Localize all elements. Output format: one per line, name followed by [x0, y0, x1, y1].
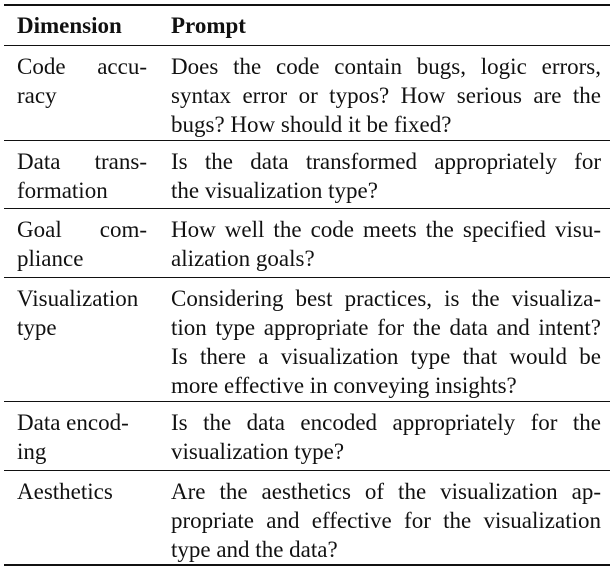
prompt-line: alization goals? — [171, 246, 315, 271]
dimension-line: Aesthetics — [17, 479, 113, 504]
prompt-line: Is the data transformed appropriately for — [171, 149, 601, 174]
header-row — [4, 6, 610, 45]
dimension-line: ing — [17, 439, 47, 464]
prompt-line: visualization type? — [171, 439, 345, 464]
dimension-line: Goal com- — [17, 217, 147, 242]
dimension-line: Visualization — [17, 286, 139, 311]
prompt-line: syntax error or typos? How serious are the — [171, 83, 601, 108]
prompt-cell — [171, 215, 601, 273]
prompt-line: bugs? How should it be fixed? — [171, 112, 452, 137]
dimension-cell — [17, 215, 147, 273]
prompt-line: Is there a visualization type that would be — [171, 344, 601, 369]
bottom-rule — [4, 564, 610, 566]
dimension-cell — [17, 147, 147, 205]
dimension-line: pliance — [17, 246, 84, 271]
table-row-data-encoding — [4, 402, 610, 470]
table-row-visualization-type — [4, 278, 610, 401]
prompt-line: more effective in conveying insights? — [171, 373, 517, 398]
prompt-line: type and the data? — [171, 537, 338, 562]
prompt-line: Are the aesthetics of the visualization ap- — [171, 479, 601, 504]
dimension-cell — [17, 284, 147, 342]
dimension-cell — [17, 408, 147, 466]
dimension-line: racy — [17, 83, 57, 108]
prompt-cell — [171, 52, 601, 139]
header-dimension: Dimension — [17, 13, 122, 38]
prompt-line: Does the code contain bugs, logic errors, — [171, 54, 601, 79]
table-row-aesthetics — [4, 471, 610, 564]
prompt-line: How well the code meets the specified visu- — [171, 217, 601, 242]
dimension-line: Data trans- — [17, 149, 147, 174]
prompt-cell — [171, 147, 601, 205]
table-row-code-accuracy — [4, 46, 610, 140]
dimension-cell — [17, 477, 147, 506]
dimension-line: Data encod- — [17, 410, 129, 435]
prompt-cell — [171, 477, 601, 564]
prompt-line: Considering best practices, is the visualiza- — [171, 286, 601, 311]
table-row-goal-compliance — [4, 209, 610, 277]
prompt-line: propriate and effective for the visualization — [171, 508, 601, 533]
prompt-line: the visualization type? — [171, 178, 378, 203]
dimension-line: formation — [17, 178, 108, 203]
table-row-data-transformation — [4, 141, 610, 208]
prompt-line: tion type appropriate for the data and intent? — [171, 315, 601, 340]
criteria-table — [4, 4, 610, 566]
prompt-cell — [171, 408, 601, 466]
prompt-line: Is the data encoded appropriately for the — [171, 410, 601, 435]
prompt-cell — [171, 284, 601, 400]
dimension-cell — [17, 52, 147, 110]
dimension-line: Code accu- — [17, 54, 147, 79]
header-prompt: Prompt — [171, 13, 246, 38]
dimension-line: type — [17, 315, 57, 340]
